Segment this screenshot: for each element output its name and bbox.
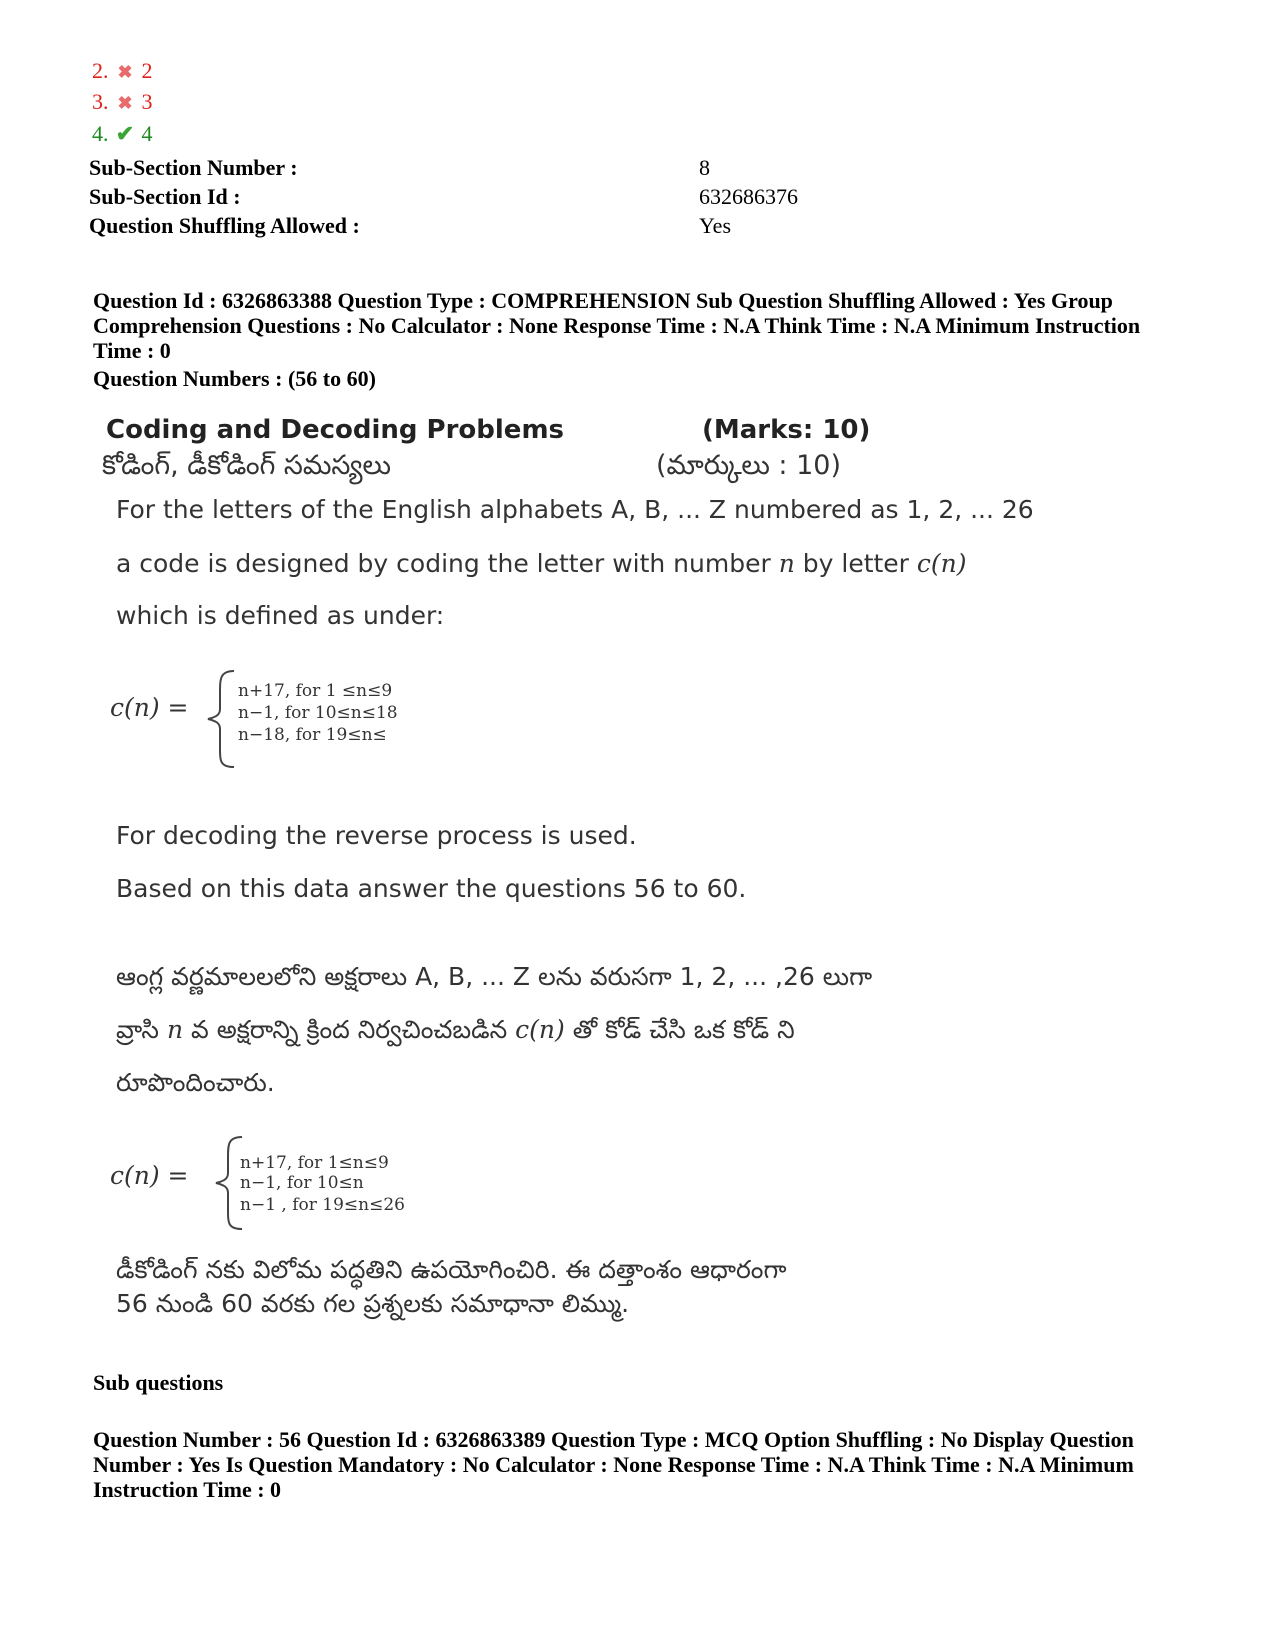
check-icon: ✔ — [115, 121, 135, 146]
passage-marks-te: (మార్కులు : 10) — [656, 450, 841, 481]
sub-questions-heading: Sub questions — [93, 1370, 224, 1395]
cross-icon: ✖ — [117, 93, 133, 113]
subsection-number-value: 8 — [699, 155, 710, 180]
cross-icon: ✖ — [117, 62, 133, 82]
piecewise-formula-en: c(n) = n+17, for 1 ≤n≤9 n−1, for 10≤n≤18 n−18, for 19≤n≤ — [110, 667, 510, 777]
passage-line: Based on this data answer the questions 56 to 60. — [116, 874, 747, 903]
subsection-number-label: Sub-Section Number : — [89, 155, 298, 180]
passage-line-te: 56 నుండి 60 వరకు గల ప్రశ్నలకు సమాధానా లిమ్ము. — [116, 1289, 630, 1318]
passage-line: which is defined as under: — [116, 601, 445, 630]
option-4 — [92, 121, 153, 147]
option-number: 4. — [92, 121, 109, 146]
passage-title-en: Coding and Decoding Problems — [106, 415, 565, 445]
passage-line-te: డీకోడింగ్ నకు విలోమ పద్ధతిని ఉపయోగించిరి. ఈ దత్తాంశం ఆధారంగా — [116, 1255, 787, 1284]
option-value: 3 — [141, 89, 153, 114]
passage-line: a code is designed by coding the letter with number n by letter c(n) — [116, 549, 967, 578]
subsection-id-label: Sub-Section Id : — [89, 184, 241, 209]
formula-case: n−1, for 10≤n — [240, 1173, 364, 1193]
question-shuffling-value: Yes — [699, 213, 732, 238]
piecewise-formula-te: c(n) = n+17, for 1≤n≤9 n−1, for 10≤n n−1 , for 19≤n≤26 — [110, 1135, 510, 1235]
passage-marks-en: (Marks: 10) — [702, 415, 871, 445]
option-value: 2 — [141, 58, 153, 83]
passage-line-te: ఆంగ్ల వర్ణమాలలలోని అక్షరాలు A, B, ... Z లను వరుసగా 1, 2, ... ,26 లుగా — [116, 962, 873, 991]
subsection-id-value: 632686376 — [699, 184, 798, 209]
question-meta: Question Id : 6326863388 Question Type : COMPREHENSION Sub Question Shuffling Allowed : Yes Group Comprehension Questions : No Calculator : None Response Time : N.A Think Time : N.A Minimum Instruction Time : 0 — [93, 288, 1141, 363]
option-number: 2. — [92, 58, 109, 83]
option-2 — [92, 58, 153, 84]
passage-line: For decoding the reverse process is used. — [116, 821, 637, 850]
question-shuffling-label: Question Shuffling Allowed : — [89, 213, 360, 238]
option-3 — [92, 89, 153, 115]
formula-case: n−1, for 10≤n≤18 — [238, 703, 398, 723]
formula-case: n+17, for 1≤n≤9 — [240, 1153, 389, 1173]
passage-line-te: వ్రాసి n వ అక్షరాన్ని క్రింద నిర్వచించబడిన c(n) తో కోడ్ చేసి ఒక కోడ్ ని — [116, 1015, 795, 1044]
formula-case: n+17, for 1 ≤n≤9 — [238, 681, 393, 701]
passage-line-te: రూపొందించారు. — [116, 1068, 275, 1097]
formula-case: n−18, for 19≤n≤ — [238, 725, 387, 745]
comprehension-passage — [90, 405, 1090, 1390]
formula-case: n−1 , for 19≤n≤26 — [240, 1195, 405, 1215]
option-number: 3. — [92, 89, 109, 114]
passage-title-te: కోడింగ్, డీకోడింగ్ సమస్యలు — [102, 450, 391, 481]
option-value: 4 — [141, 121, 153, 146]
question-numbers: Question Numbers : (56 to 60) — [93, 366, 376, 391]
passage-line: For the letters of the English alphabets A, B, ... Z numbered as 1, 2, ... 26 — [116, 495, 1034, 524]
sub-question-meta: Question Number : 56 Question Id : 6326863389 Question Type : MCQ Option Shuffling : No Display Question Number : Yes Is Question Mandatory : No Calculator : None Response Time : N.A Think Time : N.A Minimum Instruction Time : 0 — [93, 1427, 1134, 1502]
